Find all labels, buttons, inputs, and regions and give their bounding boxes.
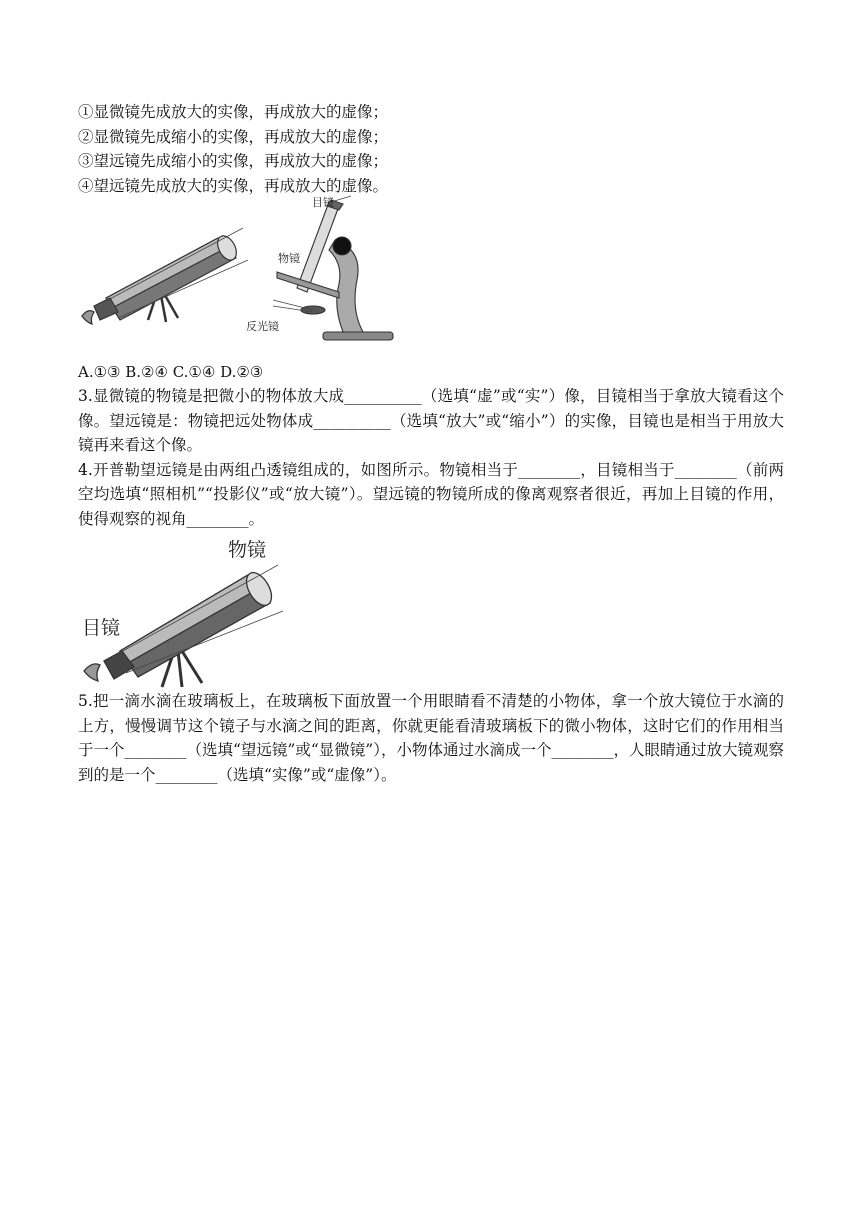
microscope-illustration bbox=[273, 200, 393, 350]
question-3: 3.显微镜的物镜是把微小的物体放大成__________（选填“虚”或“实”）像，目镜相当于拿放大镜看这个像。望远镜是：物镜把远处物体成__________（选填“放大”或“缩小”）的实像，目镜也是相当于用放大镜再来看这个像。 bbox=[78, 387, 784, 454]
figure2-eyepiece-label: 目镜 bbox=[82, 617, 121, 639]
figure1-mirror-label: 反光镜 bbox=[246, 320, 279, 333]
answer-choices: A.①③ B.②④ C.①④ D.②③ bbox=[78, 363, 264, 381]
statement-2: ②显微镜先成缩小的实像，再成放大的虚像； bbox=[78, 127, 389, 146]
telescope-illustration bbox=[78, 220, 258, 350]
statement-1: ①显微镜先成放大的实像，再成放大的虚像； bbox=[78, 103, 389, 121]
question-5: 5.把一滴水滴在玻璃板上，在玻璃板下面放置一个用眼睛看不清楚的小物体，拿一个放大镜位于水滴的上方，慢慢调节这个镜子与水滴之间的距离，你就更能看清玻璃板下的微小物体，这时它们的作用相当于一个________（选填“望远镜”或“显微镜”），小物体通过水滴成一个________，人眼睛通过放大镜观察到的是一个________（选填“实像”或“虚像”）。 bbox=[78, 692, 784, 784]
worksheet-page bbox=[78, 100, 784, 787]
kepler-telescope-figure bbox=[78, 539, 784, 689]
statement-list bbox=[78, 100, 784, 198]
figure1-objective-label: 物镜 bbox=[278, 252, 300, 265]
figure2-objective-label: 物镜 bbox=[228, 539, 267, 561]
statement-4: ④望远镜先成放大的实像，再成放大的虚像。 bbox=[78, 176, 389, 195]
figure1-eyepiece-label: 目镜 bbox=[312, 196, 334, 209]
statement-3: ③望远镜先成缩小的实像，再成放大的虚像； bbox=[78, 152, 389, 170]
telescope-microscope-figure bbox=[78, 196, 784, 360]
question-4: 4.开普勒望远镜是由两组凸透镜组成的，如图所示。物镜相当于________，目镜相当于________（前两空均选填“照相机”“投影仪”或“放大镜”）。望远镜的物镜所成的像离观察者很近，再加上目镜的作用，使得观察的视角________。 bbox=[78, 460, 784, 528]
